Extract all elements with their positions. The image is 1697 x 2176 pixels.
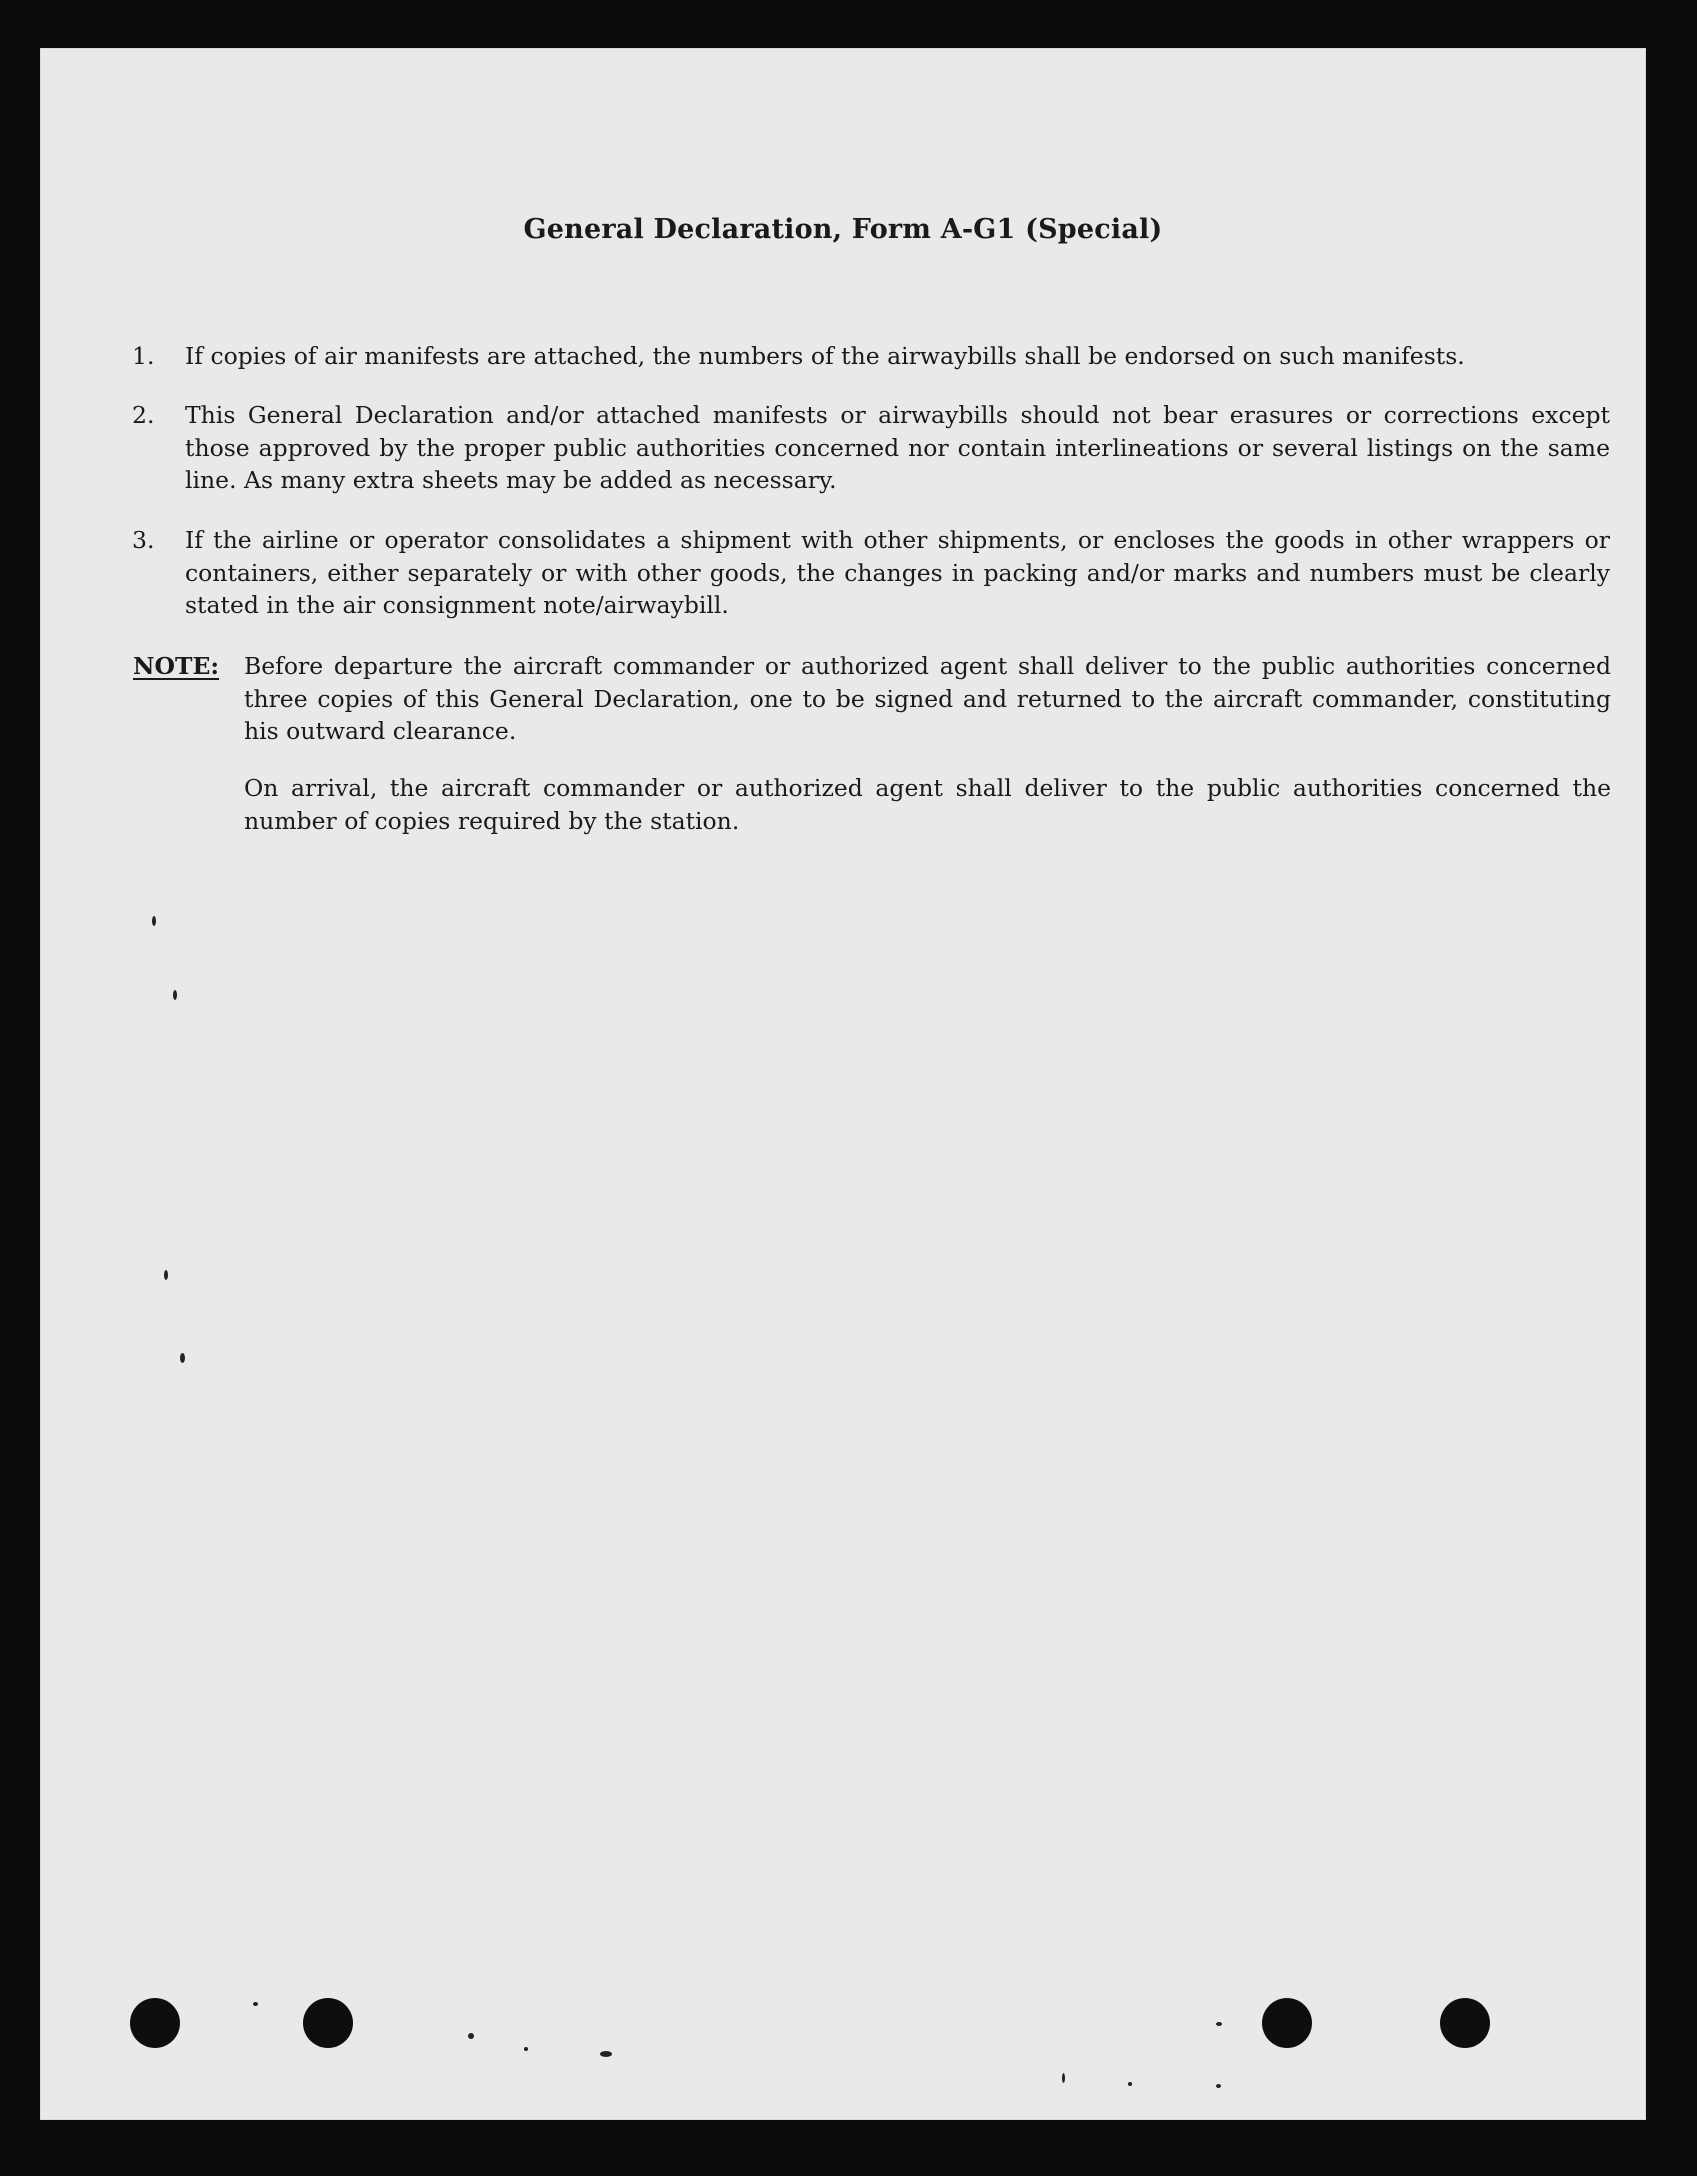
list-item xyxy=(132,524,1610,622)
item-number: 2. xyxy=(132,401,155,429)
list-item xyxy=(132,340,1610,373)
speck-mark xyxy=(1216,2022,1222,2026)
punch-hole xyxy=(303,1998,353,2048)
speck-mark xyxy=(468,2033,474,2039)
item-text: If the airline or operator consolidates a shipment with other shipments, or encloses the goods in other wrappers or containers, either separately or with other goods, the changes in packing and/or marks and numbers must be clearly stated in the air consignment note/airwaybill. xyxy=(185,526,1610,619)
speck-mark xyxy=(1128,2082,1132,2086)
document-title: General Declaration, Form A-G1 (Special) xyxy=(523,214,1163,245)
speck-mark xyxy=(180,1353,185,1363)
speck-mark xyxy=(253,2002,258,2006)
speck-mark xyxy=(164,1270,168,1280)
speck-mark xyxy=(600,2051,612,2057)
punch-hole xyxy=(1440,1998,1490,2048)
speck-mark xyxy=(524,2047,528,2051)
item-number: 3. xyxy=(132,526,155,554)
item-number: 1. xyxy=(132,342,155,370)
speck-mark xyxy=(1062,2073,1065,2083)
punch-hole xyxy=(1262,1998,1312,2048)
item-text: If copies of air manifests are attached, the numbers of the airwaybills shall be endorsed on such manifests. xyxy=(185,342,1465,370)
speck-mark xyxy=(1216,2084,1221,2088)
list-item xyxy=(132,399,1610,497)
document-page xyxy=(40,48,1646,2120)
note-label: NOTE: xyxy=(133,652,220,680)
speck-mark xyxy=(173,990,177,1000)
punch-hole xyxy=(130,1998,180,2048)
speck-mark xyxy=(152,916,156,926)
item-text: This General Declaration and/or attached manifests or airwaybills should not bear erasures or corrections except those approved by the proper public authorities concerned nor contain interlineations or several listings on the same line. As many extra sheets may be added as necessary. xyxy=(185,401,1610,494)
note-paragraph: On arrival, the aircraft commander or authorized agent shall deliver to the public authorities concerned the number of copies required by the station. xyxy=(244,774,1611,835)
note-paragraph: Before departure the aircraft commander or authorized agent shall deliver to the public authorities concerned three copies of this General Declaration, one to be signed and returned to the aircraft commander, constituting his outward clearance. xyxy=(244,652,1611,745)
